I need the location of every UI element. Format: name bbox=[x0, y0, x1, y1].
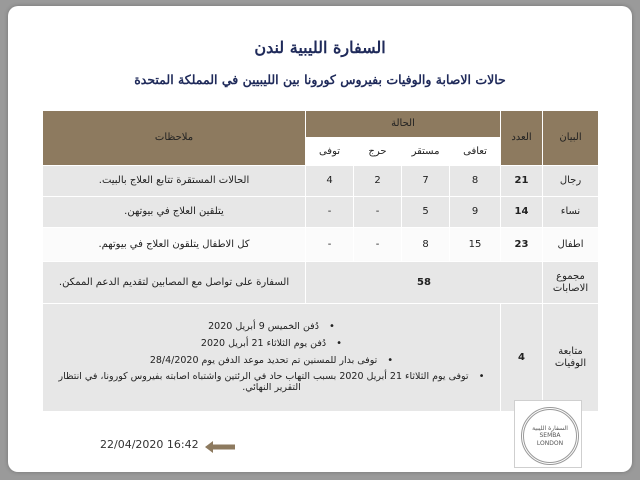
row-recovered: 9 bbox=[450, 197, 501, 228]
slide bbox=[8, 6, 632, 472]
stamp-line3: LONDON bbox=[536, 439, 564, 447]
row-label: نساء bbox=[543, 197, 599, 228]
left-arrow-icon bbox=[205, 441, 235, 453]
embassy-stamp bbox=[514, 400, 582, 468]
header-count: العدد bbox=[501, 111, 543, 166]
list-item: • دُفن يوم الثلاثاء 21 أبريل 2020 bbox=[46, 338, 497, 350]
subheader-critical: حرج bbox=[354, 138, 402, 166]
row-critical: - bbox=[354, 228, 402, 262]
row-deceased: 4 bbox=[306, 166, 354, 197]
row-count: 21 bbox=[501, 166, 543, 197]
page-subtitle: حالات الاصابة والوفيات بفيروس كورونا بين الليبيين في المملكة المتحدة bbox=[134, 72, 506, 87]
timestamp: 22/04/2020 16:42 bbox=[100, 438, 199, 451]
subheader-recovered: تعافى bbox=[450, 138, 501, 166]
subheader-deceased: توفى bbox=[306, 138, 354, 166]
deaths-list bbox=[46, 321, 497, 395]
list-item: • توفى بدار للمسنين تم تحديد موعد الدفن يوم 28/4/2020 bbox=[46, 355, 497, 367]
total-value: 58 bbox=[306, 262, 543, 304]
header-statement: البيان bbox=[543, 111, 599, 166]
list-item: • دُفن الخميس 9 أبريل 2020 bbox=[46, 321, 497, 333]
row-stable: 7 bbox=[402, 166, 450, 197]
header-notes: ملاحظات bbox=[43, 111, 306, 166]
table-row-deaths bbox=[43, 304, 599, 412]
cases-table bbox=[42, 110, 599, 412]
deaths-details bbox=[43, 304, 501, 412]
row-label: اطفال bbox=[543, 228, 599, 262]
row-note: كل الاطفال يتلقون العلاج في بيوتهم. bbox=[43, 228, 306, 262]
stamp-seal-icon bbox=[521, 407, 579, 465]
row-note: يتلقين العلاج في بيوتهن. bbox=[43, 197, 306, 228]
list-item: • توفى يوم الثلاثاء 21 أبريل 2020 بسبب التهاب حاد في الرئتين واشتباه اصابته بفيروس كورونا، في انتظار التقرير النهائي. bbox=[46, 371, 497, 394]
total-note: السفارة على تواصل مع المصابين لتقديم الدعم الممكن. bbox=[43, 262, 306, 304]
table-row-children bbox=[43, 228, 599, 262]
row-note: الحالات المستقرة تتابع العلاج بالبيت. bbox=[43, 166, 306, 197]
row-critical: 2 bbox=[354, 166, 402, 197]
row-stable: 5 bbox=[402, 197, 450, 228]
subheader-stable: مستقر bbox=[402, 138, 450, 166]
row-stable: 8 bbox=[402, 228, 450, 262]
row-critical: - bbox=[354, 197, 402, 228]
row-deceased: - bbox=[306, 197, 354, 228]
row-label: رجال bbox=[543, 166, 599, 197]
deaths-count: 4 bbox=[501, 304, 543, 412]
row-deceased: - bbox=[306, 228, 354, 262]
table-row-total bbox=[43, 262, 599, 304]
stamp-line1: السفارة الليبية bbox=[532, 425, 568, 433]
row-count: 14 bbox=[501, 197, 543, 228]
header-status: الحالة bbox=[306, 111, 501, 138]
table-row-men bbox=[43, 166, 599, 197]
page-title: السفارة الليبية لندن bbox=[254, 38, 386, 57]
row-recovered: 15 bbox=[450, 228, 501, 262]
row-recovered: 8 bbox=[450, 166, 501, 197]
deaths-label: متابعة الوفيات bbox=[543, 304, 599, 412]
table-row-women bbox=[43, 197, 599, 228]
row-count: 23 bbox=[501, 228, 543, 262]
total-label: مجموع الاصابات bbox=[543, 262, 599, 304]
stamp-line2: SEMBA bbox=[539, 432, 561, 440]
